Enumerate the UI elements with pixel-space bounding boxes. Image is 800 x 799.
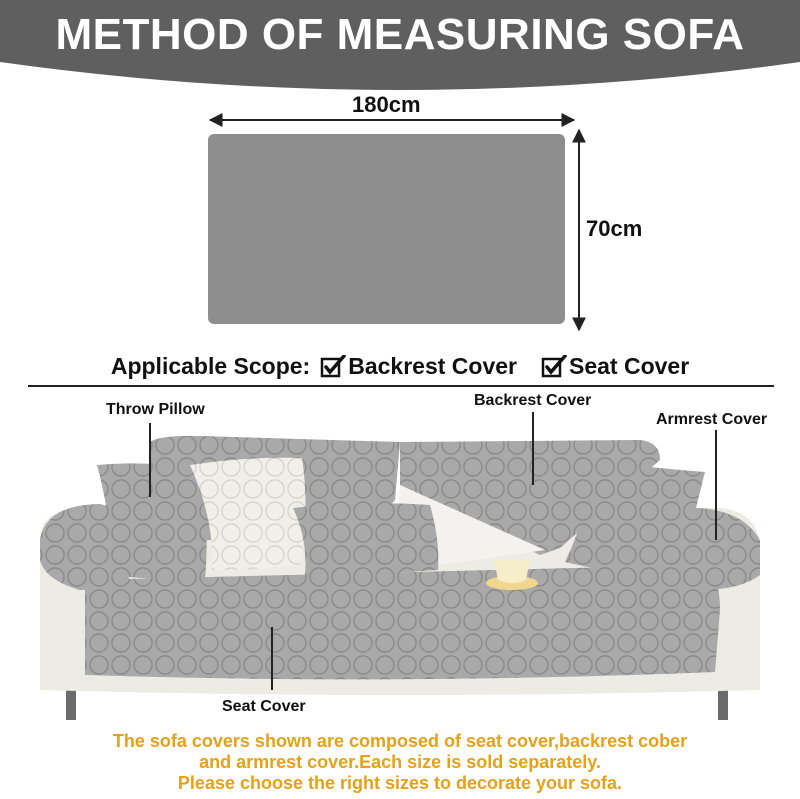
seat-cover bbox=[85, 565, 720, 679]
sofa-image bbox=[0, 390, 800, 730]
footer-note bbox=[0, 731, 800, 794]
scope-item-label: Backrest Cover bbox=[348, 352, 517, 379]
throw-pillow-small bbox=[293, 503, 438, 575]
width-label: 180cm bbox=[352, 92, 421, 117]
header-banner bbox=[0, 0, 800, 96]
footer-line: The sofa covers shown are composed of seat cover,backrest cober bbox=[112, 731, 688, 751]
checkbox-checked-icon bbox=[320, 355, 342, 377]
callout-throw-pillow: Throw Pillow bbox=[106, 401, 205, 418]
callout-armrest-cover: Armrest Cover bbox=[656, 411, 768, 428]
measurement-graphic bbox=[0, 90, 800, 350]
checkbox-checked-icon bbox=[541, 355, 563, 377]
scope-label: Applicable Scope: bbox=[110, 352, 311, 379]
callout-backrest-cover: Backrest Cover bbox=[474, 392, 592, 409]
sofa-illustration bbox=[0, 390, 800, 730]
applicable-scope bbox=[0, 346, 800, 386]
footer-line: Please choose the right sizes to decorate your sofa. bbox=[177, 773, 623, 793]
section-divider bbox=[28, 385, 774, 387]
footer-line: and armrest cover.Each size is sold separately. bbox=[199, 752, 601, 772]
scope-item-label: Seat Cover bbox=[568, 352, 690, 379]
throw-pillow-gray bbox=[97, 463, 207, 580]
scope-item-backrest bbox=[320, 353, 517, 380]
cup bbox=[494, 560, 530, 583]
page-title: METHOD OF MEASURING SOFA bbox=[55, 10, 745, 59]
scope-item-seat bbox=[541, 353, 689, 380]
cover-swatch bbox=[208, 134, 565, 324]
callout-seat-cover: Seat Cover bbox=[222, 698, 306, 715]
measurement-diagram bbox=[0, 90, 800, 350]
height-label: 70cm bbox=[586, 216, 643, 241]
